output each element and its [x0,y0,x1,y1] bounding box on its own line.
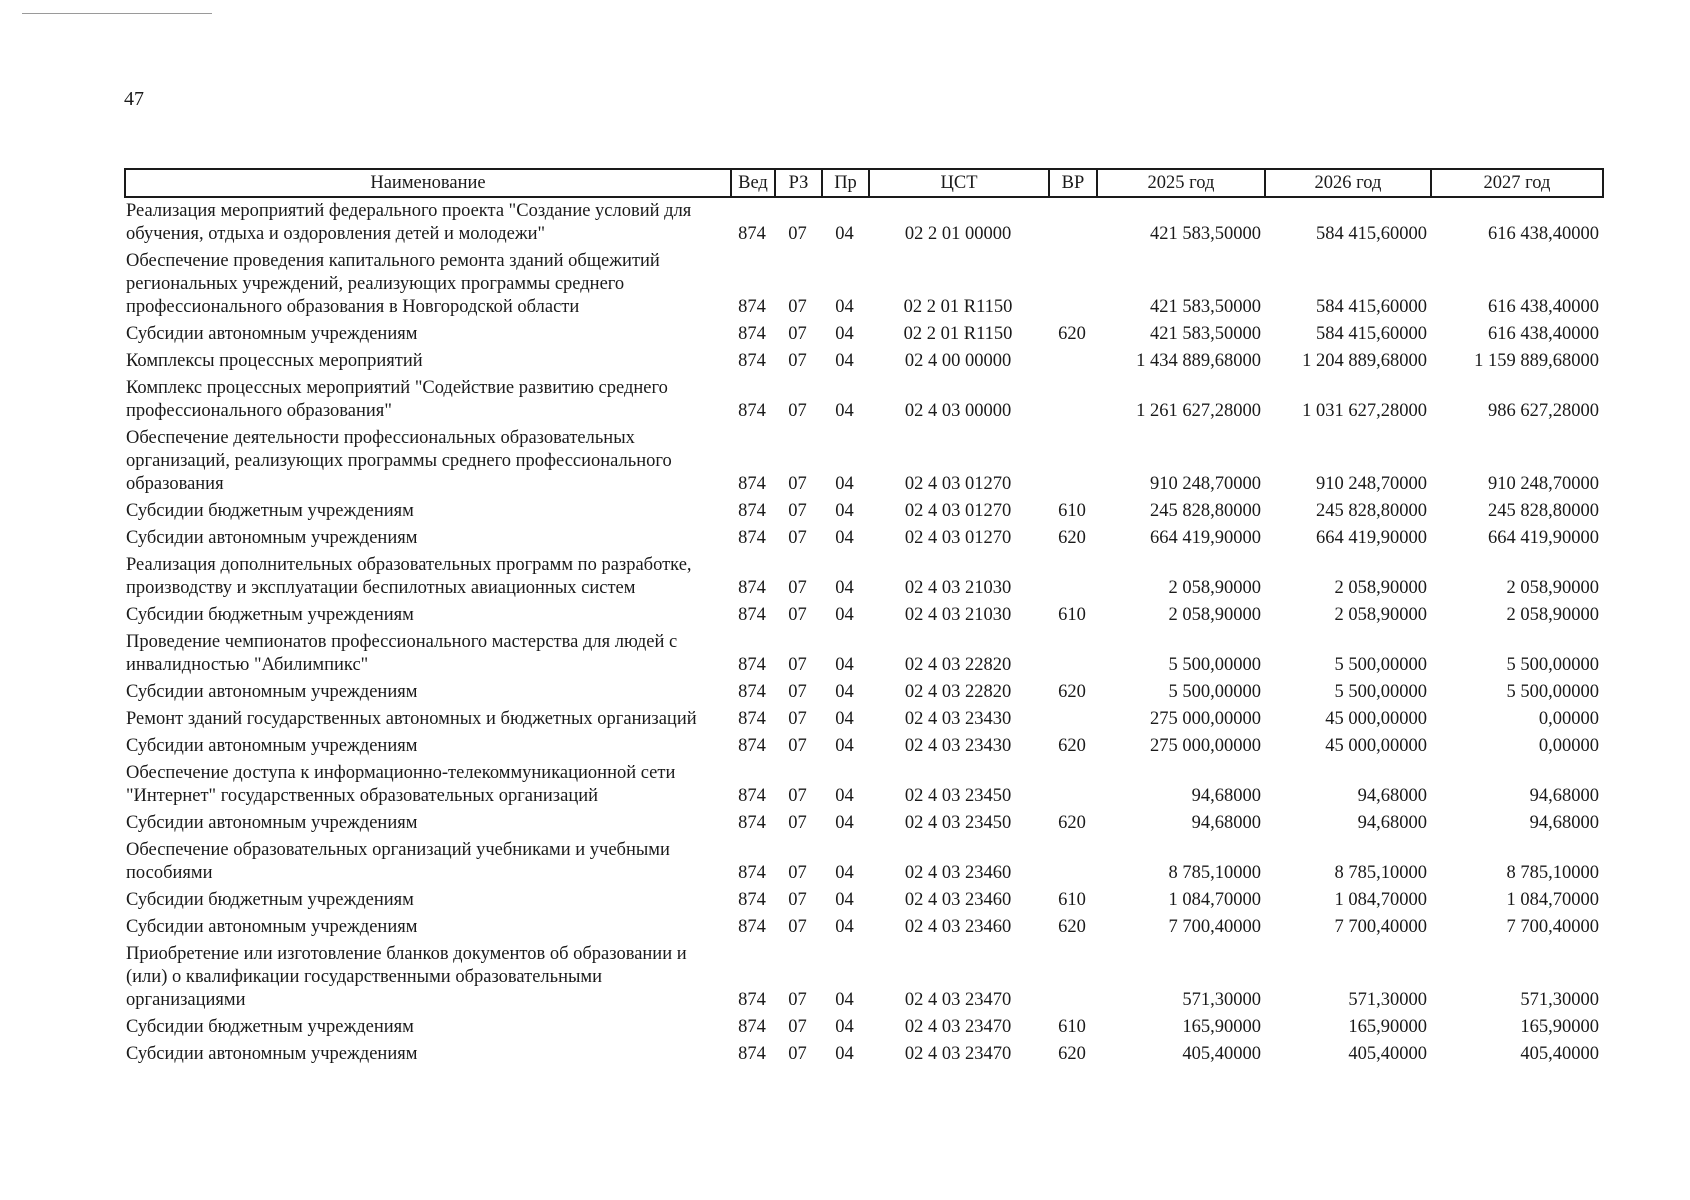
cell-vr: 620 [1058,528,1086,548]
cell-cst: 02 4 03 23460 [904,890,1012,910]
cell-2025: 8 785,10000 [1168,863,1261,883]
cell-2027: 986 627,28000 [1488,401,1599,421]
cell-2026: 1 031 627,28000 [1302,401,1427,421]
cell-rz: 07 [788,736,807,756]
cell-name: Субсидии бюджетным учреждениям [126,1017,414,1037]
cell-2026: 94,68000 [1357,786,1427,806]
cell-vr [1049,837,1097,887]
table-row [125,706,1603,733]
cell-2027: 165,90000 [1520,1017,1599,1037]
cell-name: Субсидии автономным учреждениям [126,682,418,702]
cell-2026: 910 248,70000 [1316,474,1427,494]
cell-2025: 405,40000 [1182,1044,1261,1064]
table-header-row [125,169,1603,197]
cell-2027: 2 058,90000 [1506,578,1599,598]
cell-rz: 07 [788,578,807,598]
cell-2026: 165,90000 [1348,1017,1427,1037]
cell-cst: 02 4 03 23450 [904,786,1012,806]
cell-ved: 874 [738,1044,766,1064]
cell-pr: 04 [835,709,854,729]
cell-cst: 02 4 03 21030 [904,605,1012,625]
table-row [125,321,1603,348]
table-row [125,1014,1603,1041]
cell-ved: 874 [738,786,766,806]
cell-pr: 04 [835,501,854,521]
cell-ved: 874 [738,813,766,833]
cell-rz: 07 [788,990,807,1010]
cell-pr: 04 [835,990,854,1010]
cell-2027: 405,40000 [1520,1044,1599,1064]
cell-name: Реализация мероприятий федерального проекта "Создание условий для обучения, отдыха и оздоровления детей и молодежи" [126,201,692,244]
header-2027: 2027 год [1431,169,1603,197]
cell-2025: 421 583,50000 [1150,324,1261,344]
page-number: 47 [124,88,144,110]
cell-vr: 620 [1058,917,1086,937]
cell-vr [1049,941,1097,1014]
header-2025: 2025 год [1097,169,1265,197]
cell-ved: 874 [738,401,766,421]
table-row [125,197,1603,248]
table-body [125,197,1603,1068]
cell-pr: 04 [835,474,854,494]
cell-vr [1049,706,1097,733]
cell-2025: 165,90000 [1182,1017,1261,1037]
cell-name: Приобретение или изготовление бланков документов об образовании и (или) о квалификации государственными образовательными организациями [126,944,687,1010]
cell-name: Субсидии бюджетным учреждениям [126,501,414,521]
cell-2027: 910 248,70000 [1488,474,1599,494]
cell-2026: 45 000,00000 [1325,736,1427,756]
cell-name: Комплекс процессных мероприятий "Содействие развитию среднего профессионального образования" [126,378,668,421]
cell-vr: 620 [1058,736,1086,756]
cell-2027: 616 438,40000 [1488,324,1599,344]
cell-2025: 5 500,00000 [1168,655,1261,675]
cell-name: Субсидии автономным учреждениям [126,324,418,344]
header-rz: РЗ [775,169,822,197]
cell-2026: 5 500,00000 [1334,655,1427,675]
cell-rz: 07 [788,501,807,521]
cell-vr [1049,348,1097,375]
cell-2025: 2 058,90000 [1168,605,1261,625]
cell-2026: 94,68000 [1357,813,1427,833]
cell-2025: 94,68000 [1191,813,1261,833]
cell-pr: 04 [835,324,854,344]
cell-ved: 874 [738,1017,766,1037]
table-row [125,629,1603,679]
cell-2027: 8 785,10000 [1506,863,1599,883]
cell-cst: 02 4 03 01270 [904,501,1012,521]
table-row [125,348,1603,375]
table-row [125,887,1603,914]
cell-rz: 07 [788,863,807,883]
cell-2025: 5 500,00000 [1168,682,1261,702]
table-row [125,914,1603,941]
cell-cst: 02 2 01 R1150 [903,324,1013,344]
cell-ved: 874 [738,655,766,675]
cell-cst: 02 4 03 23470 [904,990,1012,1010]
cell-cst: 02 4 03 00000 [904,401,1012,421]
cell-vr: 620 [1058,682,1086,702]
cell-ved: 874 [738,224,766,244]
cell-rz: 07 [788,351,807,371]
cell-pr: 04 [835,813,854,833]
cell-2025: 1 434 889,68000 [1136,351,1261,371]
cell-pr: 04 [835,682,854,702]
cell-2025: 571,30000 [1182,990,1261,1010]
cell-2026: 7 700,40000 [1334,917,1427,937]
cell-pr: 04 [835,1044,854,1064]
cell-pr: 04 [835,528,854,548]
cell-cst: 02 4 03 22820 [904,655,1012,675]
header-vr: ВР [1049,169,1097,197]
cell-2027: 94,68000 [1529,813,1599,833]
cell-ved: 874 [738,501,766,521]
cell-ved: 874 [738,578,766,598]
cell-ved: 874 [738,528,766,548]
cell-pr: 04 [835,917,854,937]
cell-rz: 07 [788,528,807,548]
cell-2027: 7 700,40000 [1506,917,1599,937]
cell-pr: 04 [835,401,854,421]
cell-2027: 245 828,80000 [1488,501,1599,521]
cell-ved: 874 [738,474,766,494]
cell-vr [1049,552,1097,602]
cell-2026: 1 084,70000 [1334,890,1427,910]
table-row [125,1041,1603,1068]
cell-name: Проведение чемпионатов профессионального мастерства для людей с инвалидностью "Абилимпикс" [126,632,678,675]
header-ved: Вед [731,169,775,197]
cell-rz: 07 [788,682,807,702]
cell-rz: 07 [788,297,807,317]
cell-vr [1049,629,1097,679]
cell-rz: 07 [788,709,807,729]
table-row [125,679,1603,706]
top-edge-line [22,13,212,14]
cell-2026: 405,40000 [1348,1044,1427,1064]
cell-name: Реализация дополнительных образовательных программ по разработке, производству и эксплуатации беспилотных авиационных систем [126,555,692,598]
cell-2026: 2 058,90000 [1334,578,1427,598]
cell-2027: 5 500,00000 [1506,682,1599,702]
cell-name: Комплексы процессных мероприятий [126,351,423,371]
cell-rz: 07 [788,917,807,937]
cell-pr: 04 [835,578,854,598]
cell-cst: 02 2 01 00000 [904,224,1012,244]
cell-vr: 610 [1058,605,1086,625]
cell-vr: 620 [1058,813,1086,833]
cell-pr: 04 [835,863,854,883]
cell-rz: 07 [788,1017,807,1037]
cell-2025: 664 419,90000 [1150,528,1261,548]
cell-2027: 5 500,00000 [1506,655,1599,675]
cell-name: Ремонт зданий государственных автономных и бюджетных организаций [126,709,697,729]
cell-ved: 874 [738,297,766,317]
cell-2027: 0,00000 [1538,736,1599,756]
cell-2027: 0,00000 [1538,709,1599,729]
cell-2027: 94,68000 [1529,786,1599,806]
cell-pr: 04 [835,297,854,317]
cell-cst: 02 4 03 23450 [904,813,1012,833]
cell-ved: 874 [738,351,766,371]
cell-2026: 5 500,00000 [1334,682,1427,702]
cell-2025: 421 583,50000 [1150,297,1261,317]
cell-rz: 07 [788,890,807,910]
cell-2026: 584 415,60000 [1316,224,1427,244]
table-row [125,941,1603,1014]
cell-2025: 1 084,70000 [1168,890,1261,910]
cell-2025: 275 000,00000 [1150,736,1261,756]
cell-name: Субсидии автономным учреждениям [126,528,418,548]
cell-ved: 874 [738,990,766,1010]
cell-2026: 571,30000 [1348,990,1427,1010]
cell-rz: 07 [788,786,807,806]
cell-cst: 02 4 03 23430 [904,709,1012,729]
cell-pr: 04 [835,605,854,625]
cell-2025: 245 828,80000 [1150,501,1261,521]
cell-2025: 1 261 627,28000 [1136,401,1261,421]
cell-2026: 2 058,90000 [1334,605,1427,625]
cell-pr: 04 [835,351,854,371]
cell-2025: 2 058,90000 [1168,578,1261,598]
cell-ved: 874 [738,917,766,937]
cell-2027: 1 084,70000 [1506,890,1599,910]
cell-rz: 07 [788,474,807,494]
table-row [125,837,1603,887]
cell-2026: 245 828,80000 [1316,501,1427,521]
cell-ved: 874 [738,324,766,344]
cell-vr [1049,425,1097,498]
cell-2025: 94,68000 [1191,786,1261,806]
cell-vr [1049,375,1097,425]
cell-cst: 02 4 00 00000 [904,351,1012,371]
cell-cst: 02 4 03 01270 [904,474,1012,494]
cell-ved: 874 [738,736,766,756]
cell-name: Субсидии бюджетным учреждениям [126,890,414,910]
cell-rz: 07 [788,813,807,833]
cell-rz: 07 [788,401,807,421]
cell-rz: 07 [788,224,807,244]
cell-2027: 1 159 889,68000 [1474,351,1599,371]
table-row [125,425,1603,498]
cell-name: Субсидии автономным учреждениям [126,917,418,937]
cell-cst: 02 4 03 23470 [904,1044,1012,1064]
cell-pr: 04 [835,890,854,910]
cell-2027: 616 438,40000 [1488,224,1599,244]
cell-rz: 07 [788,324,807,344]
cell-2027: 616 438,40000 [1488,297,1599,317]
cell-2026: 664 419,90000 [1316,528,1427,548]
cell-vr [1049,197,1097,248]
cell-ved: 874 [738,709,766,729]
table-row [125,375,1603,425]
cell-2026: 584 415,60000 [1316,297,1427,317]
cell-cst: 02 4 03 01270 [904,528,1012,548]
cell-pr: 04 [835,786,854,806]
table-row [125,248,1603,321]
cell-2025: 7 700,40000 [1168,917,1261,937]
cell-name: Обеспечение проведения капитального ремонта зданий общежитий региональных учреждений, реализующих программы среднего профессионального образования в Новгородской области [126,251,660,317]
cell-name: Обеспечение деятельности профессиональных образовательных организаций, реализующих программы среднего профессионального образования [126,428,672,494]
header-2026: 2026 год [1265,169,1431,197]
table-row [125,760,1603,810]
cell-2026: 45 000,00000 [1325,709,1427,729]
cell-2026: 1 204 889,68000 [1302,351,1427,371]
header-cst: ЦСТ [869,169,1049,197]
cell-pr: 04 [835,736,854,756]
cell-pr: 04 [835,224,854,244]
table-row [125,602,1603,629]
cell-2027: 571,30000 [1520,990,1599,1010]
cell-cst: 02 4 03 23430 [904,736,1012,756]
cell-rz: 07 [788,605,807,625]
table-row [125,498,1603,525]
cell-name: Субсидии автономным учреждениям [126,1044,418,1064]
cell-2026: 584 415,60000 [1316,324,1427,344]
budget-table [124,168,1604,1068]
cell-vr: 610 [1058,1017,1086,1037]
cell-cst: 02 4 03 22820 [904,682,1012,702]
table-row [125,733,1603,760]
cell-2027: 664 419,90000 [1488,528,1599,548]
cell-name: Обеспечение образовательных организаций учебниками и учебными пособиями [126,840,670,883]
cell-2026: 8 785,10000 [1334,863,1427,883]
cell-pr: 04 [835,655,854,675]
cell-2025: 421 583,50000 [1150,224,1261,244]
cell-vr [1049,760,1097,810]
header-name: Наименование [125,169,731,197]
cell-vr: 620 [1058,324,1086,344]
cell-pr: 04 [835,1017,854,1037]
cell-rz: 07 [788,655,807,675]
cell-name: Субсидии бюджетным учреждениям [126,605,414,625]
cell-vr [1049,248,1097,321]
cell-ved: 874 [738,682,766,702]
table-row [125,525,1603,552]
cell-cst: 02 4 03 23470 [904,1017,1012,1037]
table-row [125,552,1603,602]
cell-cst: 02 4 03 23460 [904,863,1012,883]
cell-vr: 620 [1058,1044,1086,1064]
cell-cst: 02 4 03 23460 [904,917,1012,937]
cell-ved: 874 [738,863,766,883]
cell-cst: 02 4 03 21030 [904,578,1012,598]
cell-2025: 275 000,00000 [1150,709,1261,729]
cell-name: Субсидии автономным учреждениям [126,736,418,756]
table-row [125,810,1603,837]
header-pr: Пр [822,169,869,197]
cell-vr: 610 [1058,501,1086,521]
cell-vr: 610 [1058,890,1086,910]
cell-rz: 07 [788,1044,807,1064]
cell-ved: 874 [738,890,766,910]
cell-name: Обеспечение доступа к информационно-телекоммуникационной сети "Интернет" государственных образовательных организаций [126,763,676,806]
cell-2027: 2 058,90000 [1506,605,1599,625]
cell-ved: 874 [738,605,766,625]
cell-name: Субсидии автономным учреждениям [126,813,418,833]
cell-cst: 02 2 01 R1150 [903,297,1013,317]
cell-2025: 910 248,70000 [1150,474,1261,494]
